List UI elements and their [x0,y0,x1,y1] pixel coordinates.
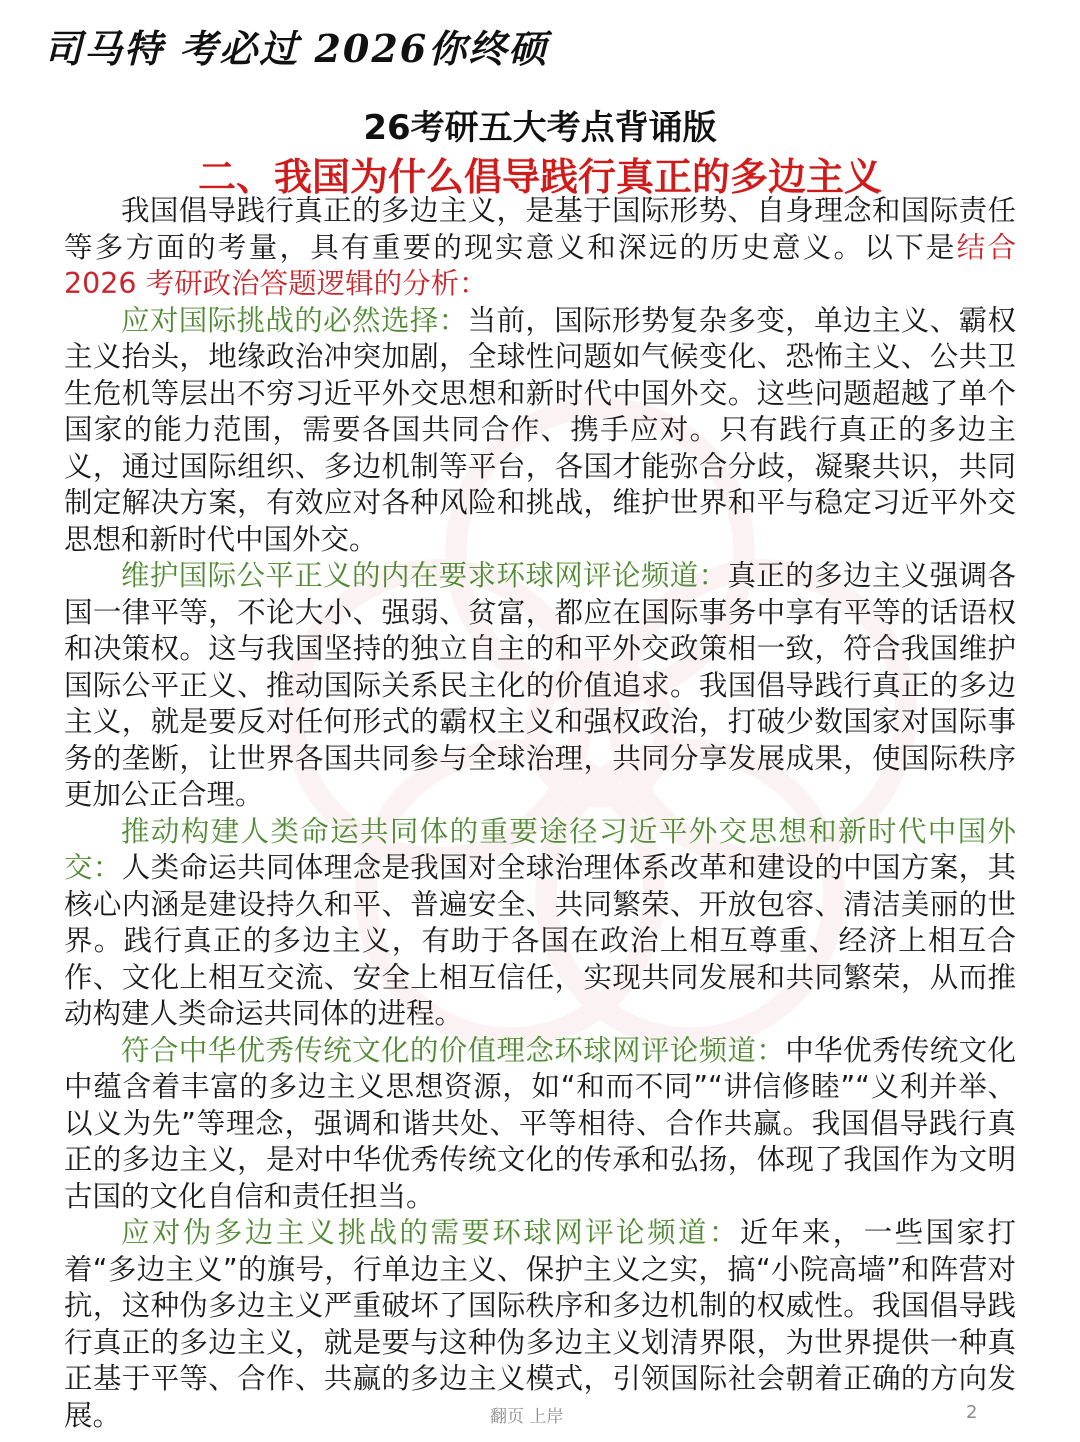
footer-caption: 翻页 上岸 [490,1407,564,1427]
point-body: 中华优秀传统文化中蕴含着丰富的多边主义思想资源，如“和而不同”“讲信修睦”“义利并举、以义为先”等理念，强调和谐共处、平等相待、合作共赢。我国倡导践行真正的多边主义，是对中华优秀传统文化的传承和弘扬，体现了我国作为文明古国的文化自信和责任担当。 [64,1033,1016,1213]
point-heading: 推动构建人类命运共同体的重要途径习近平外交思想和新时代中国外交： [64,814,1016,884]
page-number: 2 [966,1402,978,1423]
point-body: 近年来，一些国家打着“多边主义”的旗号，行单边主义、保护主义之实，搞“小院高墙”和阵营对抗，这种伪多边主义严重破坏了国际秩序和多边机制的权威性。我国倡导践行真正的多边主义，就是要与这种伪多边主义划清界限，为世界提供一种真正基于平等、合作、共赢的多边主义模式，引领国际社会朝着正确的方向发展。 [64,1216,1016,1432]
point-paragraph [64,303,1016,559]
section-title: 二、我国为什么倡导践行真正的多边主义 [197,155,882,199]
intro-paragraph [64,193,1016,303]
point-paragraph [64,558,1016,814]
point-heading: 符合中华优秀传统文化的价值理念环球网评论频道： [121,1033,786,1067]
article-body [64,193,1016,1434]
point-heading: 维护国际公平正义的内在要求环球网评论频道： [121,559,728,592]
point-body: 人类命运共同体理念是我国对全球治理体系改革和建设的中国方案，其核心内涵是建设持久和平、普遍安全、共同繁荣、开放包容、清洁美丽的世界。践行真正的多边主义，有助于各国在政治上相互尊重、经济上相互合作、文化上相互交流、安全上相互信任，实现共同发展和共同繁荣，从而推动构建人类命运共同体的进程。 [64,851,1016,1030]
point-paragraph [64,1033,1016,1216]
point-body: 真正的多边主义强调各国一律平等，不论大小、强弱、贫富，都应在国际事务中享有平等的话语权和决策权。这与我国坚持的独立自主的和平外交政策相一致，符合我国维护国际公平正义、推动国际关系民主化的价值追求。我国倡导践行真正的多边主义，就是要反对任何形式的霸权主义和强权政治，打破少数国家对国际事务的垄断，让世界各国共同参与全球治理，共同分享发展成果，使国际秩序更加公正合理。 [64,559,1016,811]
page-title: 26考研五大考点背诵版 [363,108,717,148]
point-heading: 应对伪多边主义挑战的需要环球网评论频道： [121,1216,740,1249]
point-body: 当前，国际形势复杂多变，单边主义、霸权主义抬头，地缘政治冲突加剧，全球性问题如气候变化、恐怖主义、公共卫生危机等层出不穷习近平外交思想和新时代中国外交。这些问题超越了单个国家的能力范围，需要各国共同合作、携手应对。只有践行真正的多边主义，通过国际组织、多边机制等平台，各国才能弥合分歧，凝聚共识，共同制定解决方案，有效应对各种风险和挑战，维护世界和平与稳定习近平外交思想和新时代中国外交。 [64,303,1016,556]
brand-slogan: 司马特 考必过 2026你终硕 [44,26,549,71]
intro-text: 我国倡导践行真正的多边主义，是基于国际形势、自身理念和国际责任等多方面的考量，具有重要的现实意义和深远的历史意义。以下是 [64,194,1016,264]
intro-highlight: 结合 2026 考研政治答题逻辑的分析： [64,230,1016,300]
point-paragraph [64,814,1016,1033]
point-heading: 应对国际挑战的必然选择： [121,303,468,337]
